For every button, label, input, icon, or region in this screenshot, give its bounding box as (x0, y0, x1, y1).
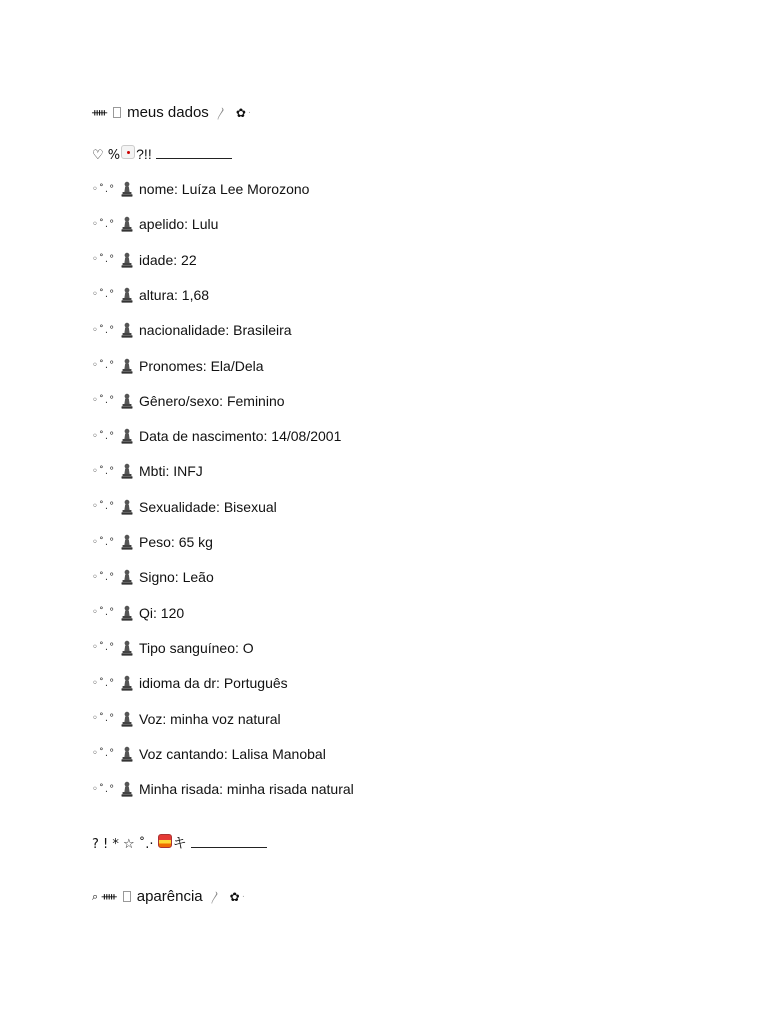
bullet-glyph: ◦˚.° (92, 607, 116, 619)
hash-glyph: ᚔ (92, 106, 108, 119)
bullet-glyph: ◦˚.° (92, 571, 116, 583)
dot-glyph: · (247, 107, 252, 118)
list-item-label: nome: Luíza Lee Morozono (139, 181, 310, 197)
dot-glyph: · (241, 891, 246, 902)
decorative-divider-bottom (92, 833, 267, 853)
list-item (92, 357, 264, 375)
chess-pawn-icon (120, 428, 134, 444)
list-item-label: Pronomes: Ela/Dela (139, 357, 264, 374)
missing-glyph-box (113, 107, 121, 118)
list-item-label: Tipo sanguíneo: O (139, 639, 254, 656)
list-item (92, 604, 184, 622)
list-item (92, 251, 197, 269)
list-item-label: altura: 1,68 (139, 286, 210, 303)
decorative-divider-top (92, 145, 232, 163)
dice-icon (121, 145, 135, 159)
list-item-label: idioma da dr: Português (139, 675, 288, 692)
list-item (92, 498, 277, 516)
chess-pawn-icon (120, 499, 134, 515)
list-item-label: Sexualidade: Bisexual (139, 498, 277, 515)
list-item-label: apelido: Lulu (139, 216, 219, 233)
bullet-glyph: ◦˚.° (92, 430, 116, 442)
chess-pawn-icon (120, 675, 134, 691)
list-item-label: Gênero/sexo: Feminino (139, 392, 285, 409)
divider-decoration: ? ! * ☆ ˚.· (92, 837, 154, 852)
divider-marks: キ (172, 835, 187, 851)
bullet-glyph: ◦˚.° (92, 783, 116, 795)
chess-pawn-icon (120, 463, 134, 479)
list-item (92, 568, 214, 586)
list-item (92, 674, 288, 692)
missing-glyph-box (123, 891, 131, 902)
list-item (92, 639, 254, 657)
list-item-label: Voz cantando: Lalisa Manobal (139, 745, 326, 762)
list-item-label: Mbti: INFJ (139, 463, 203, 480)
flower-icon: ✿ (229, 889, 240, 904)
bullet-glyph: ◦˚.° (92, 324, 116, 336)
bullet-glyph: ◦˚.° (92, 713, 116, 724)
list-item-label: Minha risada: minha risada natural (139, 781, 354, 798)
list-item (92, 215, 218, 233)
bullet-glyph: ◦˚.° (92, 536, 116, 548)
bullet-glyph: ◦˚.° (92, 642, 116, 654)
slot-machine-icon (158, 834, 172, 848)
bullet-glyph: ◦˚.° (92, 748, 116, 760)
chess-pawn-icon (120, 534, 134, 550)
chess-pawn-icon (120, 181, 134, 197)
list-item-label: idade: 22 (139, 251, 197, 268)
bullet-glyph: ◦˚.° (92, 677, 116, 689)
list-item (92, 180, 309, 198)
flower-icon: ✿ (235, 105, 246, 120)
chess-pawn-icon (120, 781, 134, 797)
underline-rule (191, 835, 267, 848)
divider-decoration: ♡ % (92, 148, 121, 163)
chess-pawn-icon (120, 605, 134, 621)
list-item (92, 286, 209, 304)
list-item-label: Peso: 65 kg (139, 534, 213, 550)
chess-pawn-icon (120, 216, 134, 232)
chess-pawn-icon (120, 569, 134, 585)
chess-pawn-icon (120, 711, 134, 727)
chess-pawn-icon (120, 393, 134, 409)
section-title: aparência (136, 888, 203, 905)
underline-rule (156, 146, 232, 159)
squiggle-glyph: 〳 (214, 107, 228, 122)
list-item (92, 392, 285, 410)
bullet-glyph: ◦˚.° (92, 218, 116, 230)
list-item-label: Data de nascimento: 14/08/2001 (139, 428, 342, 445)
list-item (92, 462, 203, 480)
search-hash-glyph: ⌕ ᚔ (92, 889, 117, 903)
divider-marks: ?!! (136, 146, 152, 162)
bullet-glyph: ◦˚.° (92, 289, 116, 301)
bullet-glyph: ◦˚.° (92, 465, 116, 477)
list-item-label: Signo: Leão (139, 569, 214, 586)
list-item-label: Qi: 120 (139, 604, 185, 621)
chess-pawn-icon (120, 252, 134, 268)
bullet-glyph: ◦˚.° (92, 183, 116, 195)
list-item-label: Voz: minha voz natural (139, 710, 281, 727)
list-item (92, 745, 326, 763)
list-item (92, 427, 341, 445)
list-item (92, 710, 281, 728)
list-item (92, 321, 292, 339)
list-item (92, 780, 354, 798)
chess-pawn-icon (120, 287, 134, 303)
section-heading-aparencia (92, 887, 245, 906)
chess-pawn-icon (120, 640, 134, 656)
chess-pawn-icon (120, 358, 134, 374)
list-item-label: nacionalidade: Brasileira (139, 322, 292, 339)
squiggle-glyph: 〳 (208, 891, 222, 906)
bullet-glyph: ◦˚.° (92, 360, 116, 371)
section-title: meus dados (127, 104, 209, 121)
chess-pawn-icon (120, 746, 134, 762)
chess-pawn-icon (120, 322, 134, 338)
list-item (92, 533, 213, 551)
section-heading-meus-dados (92, 103, 251, 122)
bullet-glyph: ◦˚.° (92, 395, 116, 407)
bullet-glyph: ◦˚.° (92, 254, 116, 266)
bullet-glyph: ◦˚.° (92, 501, 116, 513)
